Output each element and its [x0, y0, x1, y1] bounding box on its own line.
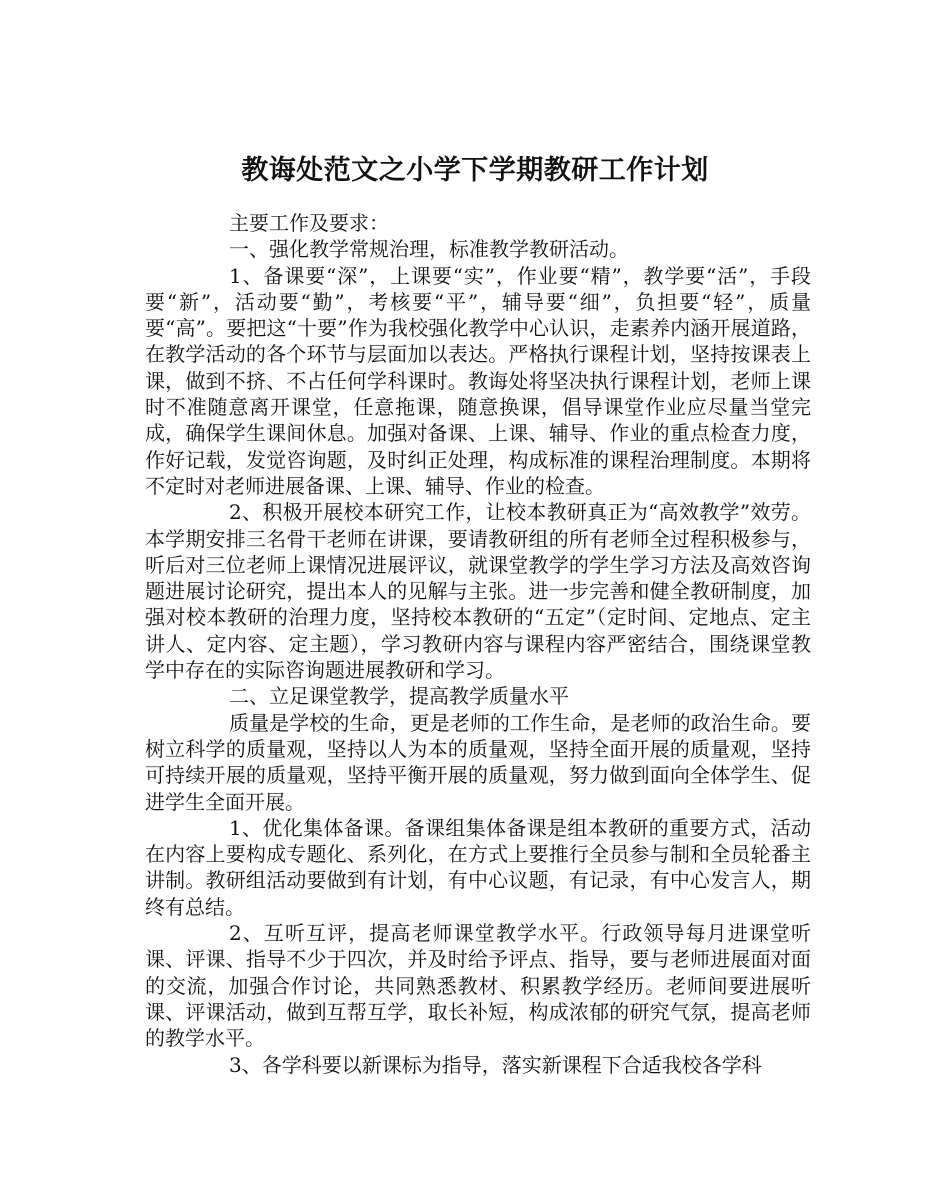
paragraph-peer-review: 2、互听互评，提高老师课堂教学水平。行政领导每月进课堂听课、评课、指导不少于四次，并及时给予评点、指导，要与老师进展面对面的交流，加强合作讨论，共同熟悉教材、积累教学经历。老师间要进展听课、评课活动，做到互帮互学，取长补短，构成浓郁的研究气氛，提高老师的教学水平。	[145, 921, 811, 1051]
document-title: 教诲处范文之小学下学期教研工作计划	[241, 155, 709, 187]
document-body	[145, 210, 811, 1078]
paragraph-collective-prep: 1、优化集体备课。备课组集体备课是组本教研的重要方式，活动在内容上要构成专题化、系列化，在方式上要推行全员参与制和全员轮番主讲制。教研组活动要做到有计划，有中心议题，有记录，有中心发言人，期终有总结。	[145, 815, 811, 919]
paragraph-school-research: 2、积极开展校本研究工作，让校本教研真正为“高效教学”效劳。本学期安排三名骨干老师在讲课，要请教研组的所有老师全过程积极参与，听后对三位老师上课情况进展评议，就课堂教学的学生学习方法及高效咨询题进展讨论研究，提出本人的见解与主张。进一步完善和健全教研制度，加强对校本教研的治理力度，坚持校本教研的“五定”（定时间、定地点、定主讲人、定内容、定主题），学习教研内容与课程内容严密结合，围绕课堂教学中存在的实际咨询题进展教研和学习。	[145, 500, 811, 683]
section-heading-1: 一、强化教学常规治理，标准教学教研活动。	[229, 237, 629, 262]
paragraph-lesson-prep: 1、备课要“深”，上课要“实”，作业要“精”，教学要“活”，手段要“新”，活动要“勤”，考核要“平”，辅导要“细”，负担要“轻”，质量要“高”。要把这“十要”作为我校强化教学中心认识，走素养内涵开展道路，在教学活动的各个环节与层面加以表达。严格执行课程计划，坚持按课表上课，做到不挤、不占任何学科课时。教诲处将坚决执行课程计划，老师上课时不准随意离开课堂，任意拖课，随意换课，倡导课堂作业应尽量当堂完成，确保学生课间休息。加强对备课、上课、辅导、作业的重点检查力度，作好记载，发觉咨询题，及时纠正处理，构成标准的课程治理制度。本期将不定时对老师进展备课、上课、辅导、作业的检查。	[145, 263, 811, 498]
paragraph-new-curriculum: 3、各学科要以新课标为指导，落实新课程下合适我校各学科	[229, 1052, 762, 1077]
section-heading-2: 二、立足课堂教学，提高教学质量水平	[229, 684, 569, 709]
paragraph-quality: 质量是学校的生命，更是老师的工作生命，是老师的政治生命。要树立科学的质量观，坚持以人为本的质量观，坚持全面开展的质量观，坚持可持续开展的质量观，坚持平衡开展的质量观，努力做到面向全体学生、促进学生全面开展。	[145, 710, 811, 814]
heading-main-tasks: 主要工作及要求：	[229, 211, 389, 235]
